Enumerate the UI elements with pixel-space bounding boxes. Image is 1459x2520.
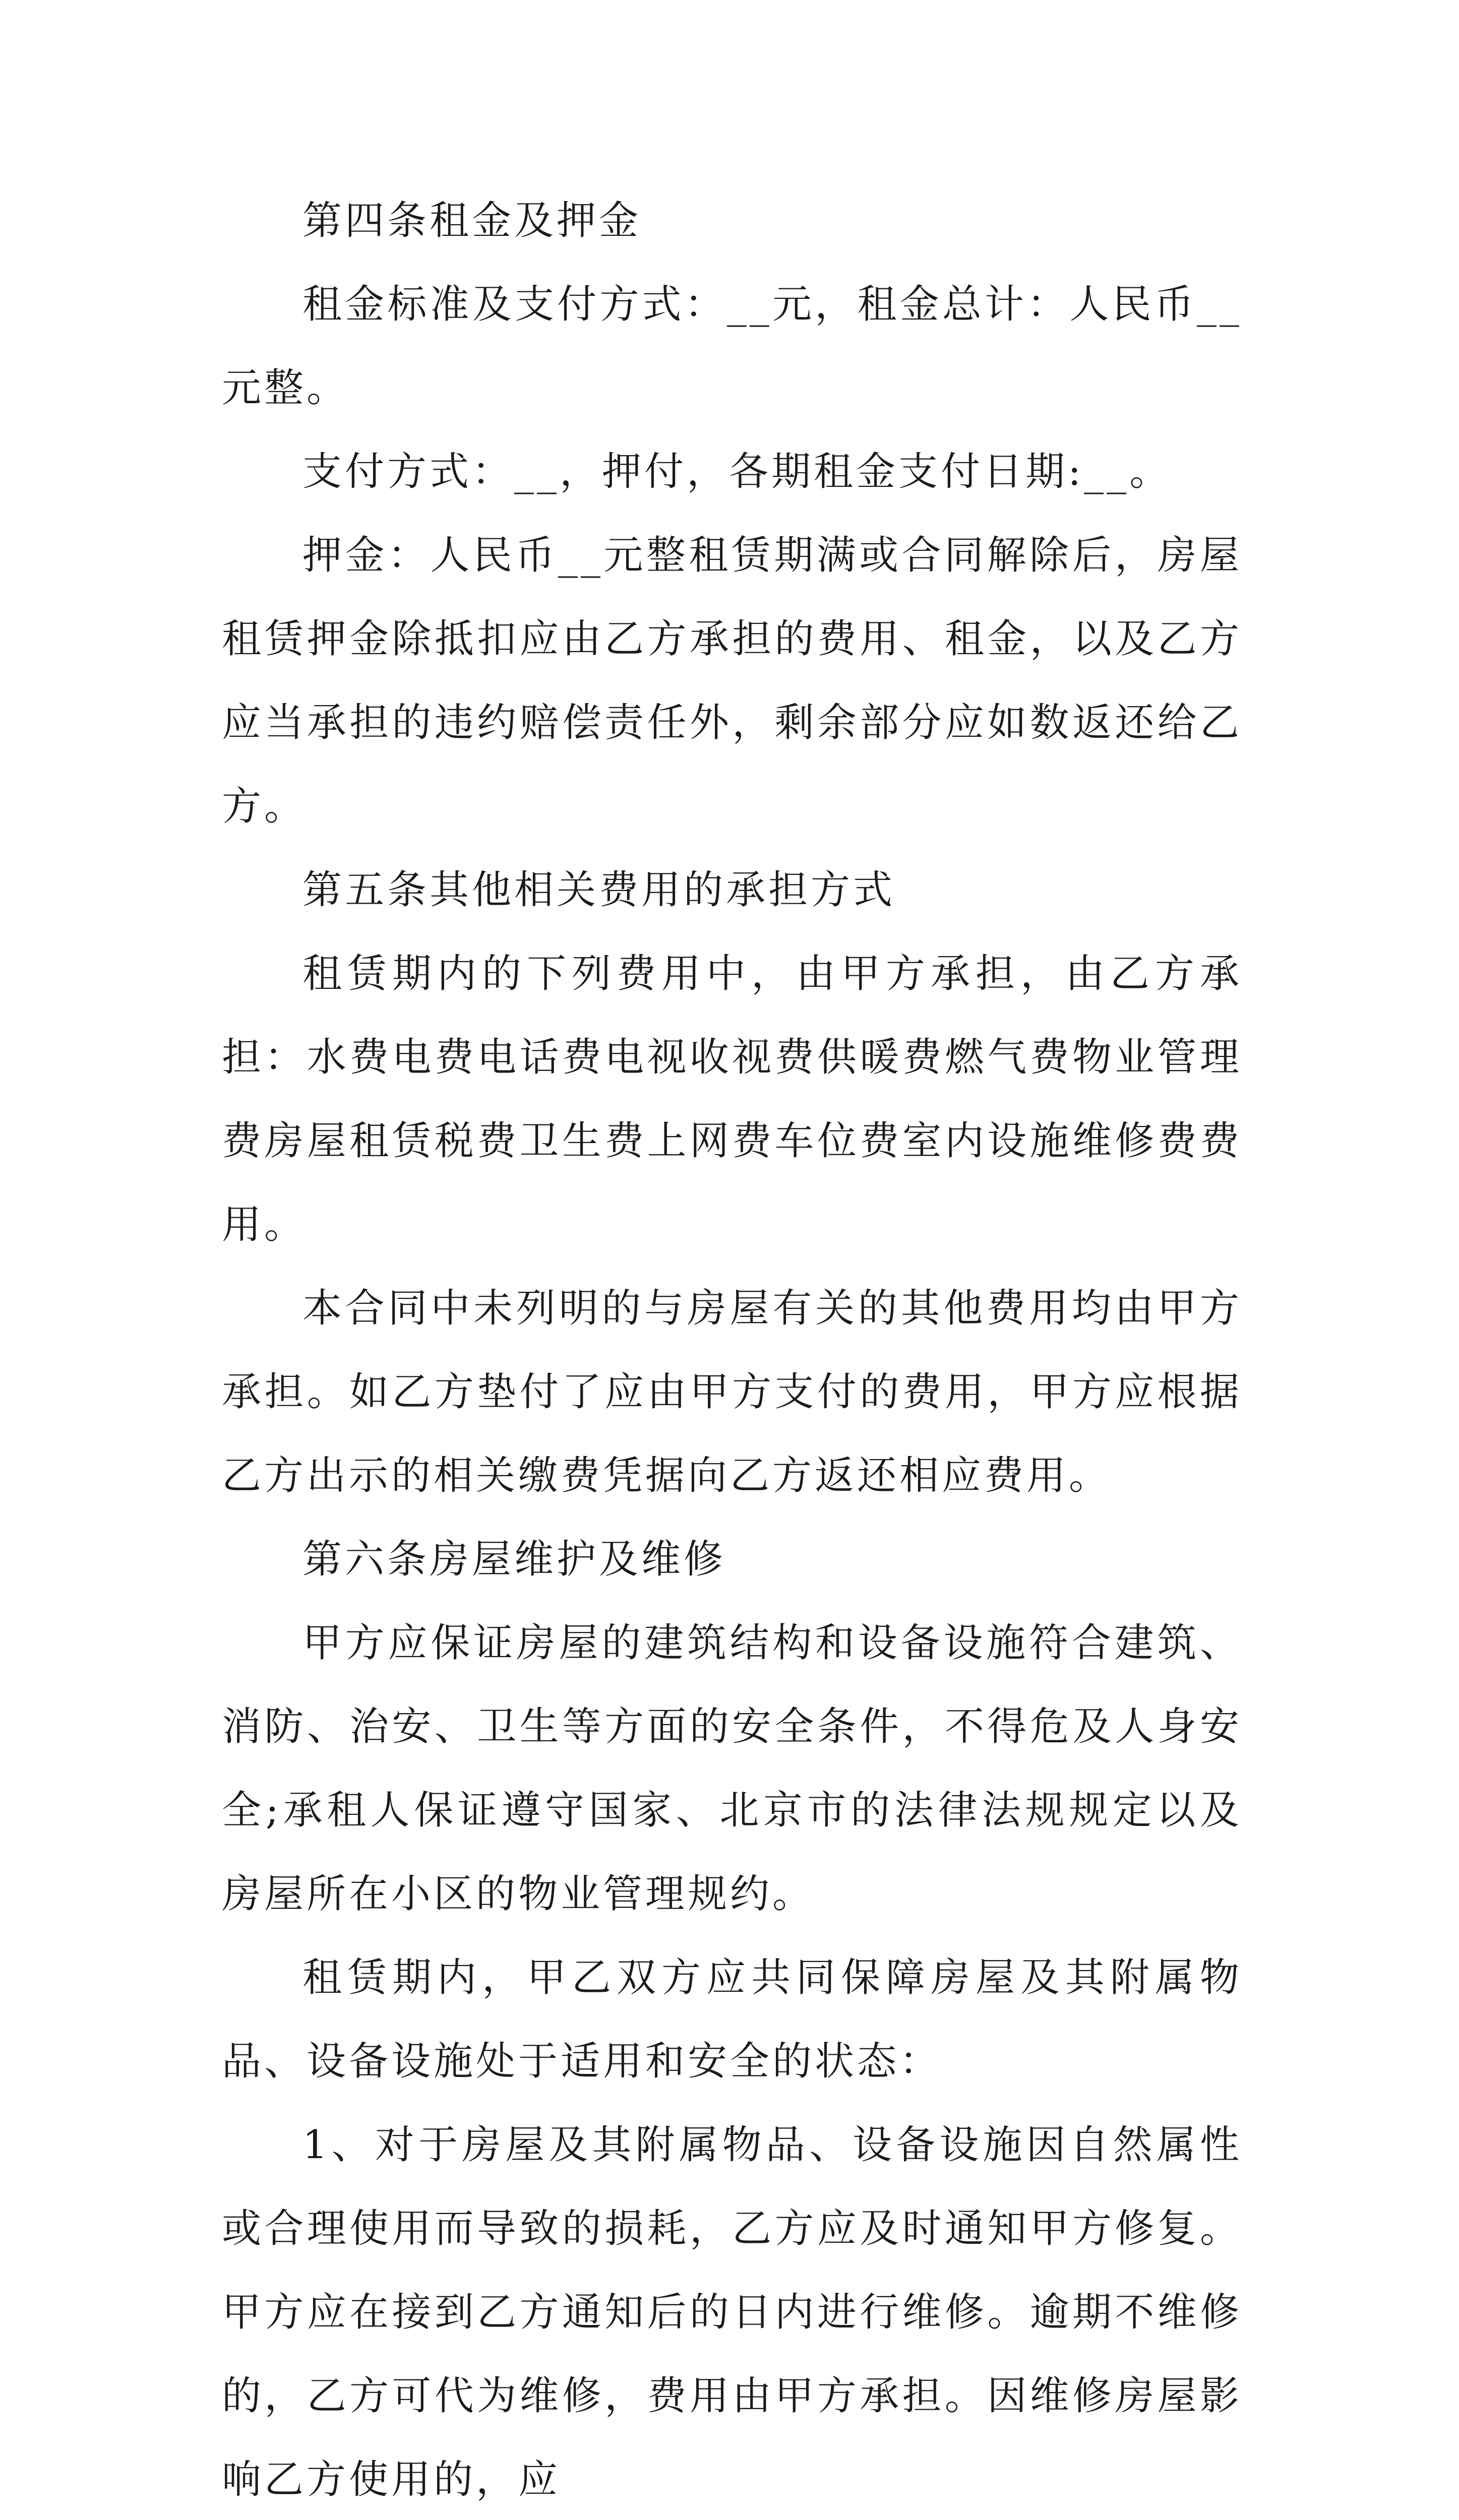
paragraph-rent-standard: 租金标准及支付方式：__元，租金总计：人民币__元整。 [222, 282, 1242, 411]
paragraph-safety-conditions: 甲方应保证房屋的建筑结构和设备设施符合建筑、消防、治安、卫生等方面的安全条件，不得危及人身安全;承租人保证遵守国家、北京市的法律法规规定以及房屋所在小区的物业管理规约。 [222, 1620, 1242, 1917]
paragraph-joint-maintenance: 租赁期内，甲乙双方应共同保障房屋及其附属物品、设备设施处于适用和安全的状态： [222, 1955, 1242, 2084]
paragraph-other-fees: 本合同中未列明的与房屋有关的其他费用均由甲方承担。如乙方垫付了应由甲方支付的费用，甲方应根据乙方出示的相关缴费凭据向乙方返还相应费用。 [222, 1286, 1242, 1498]
paragraph-repair-item-1: 1、对于房屋及其附属物品、设备设施因自然属性或合理使用而导致的损耗，乙方应及时通知甲方修复。甲方应在接到乙方通知后的日内进行维修。逾期不维修的，乙方可代为维修，费用由甲方承担。因维修房屋影响乙方使用的，应 [222, 2122, 1242, 2502]
paragraph-payment-method: 支付方式：__，押付，各期租金支付日期:__。 [302, 449, 1172, 494]
paragraph-deposit: 押金：人民币__元整租赁期满或合同解除后，房屋租赁押金除抵扣应由乙方承担的费用、租金，以及乙方应当承担的违约赔偿责任外，剩余部分应如数返还给乙方。 [222, 533, 1242, 829]
section-heading-5: 第五条其他相关费用的承担方式 [302, 867, 896, 913]
document-body [222, 179, 1242, 2520]
section-heading-4: 第四条租金及押金 [302, 198, 642, 243]
paragraph-fees-list: 租赁期内的下列费用中，由甲方承担，由乙方承担：水费电费电话费电视收视费供暖费燃气费物业管理费房屋租赁税费卫生费上网费车位费室内设施维修费费用。 [222, 951, 1242, 1247]
section-heading-6: 第六条房屋维护及维修 [302, 1537, 726, 1582]
